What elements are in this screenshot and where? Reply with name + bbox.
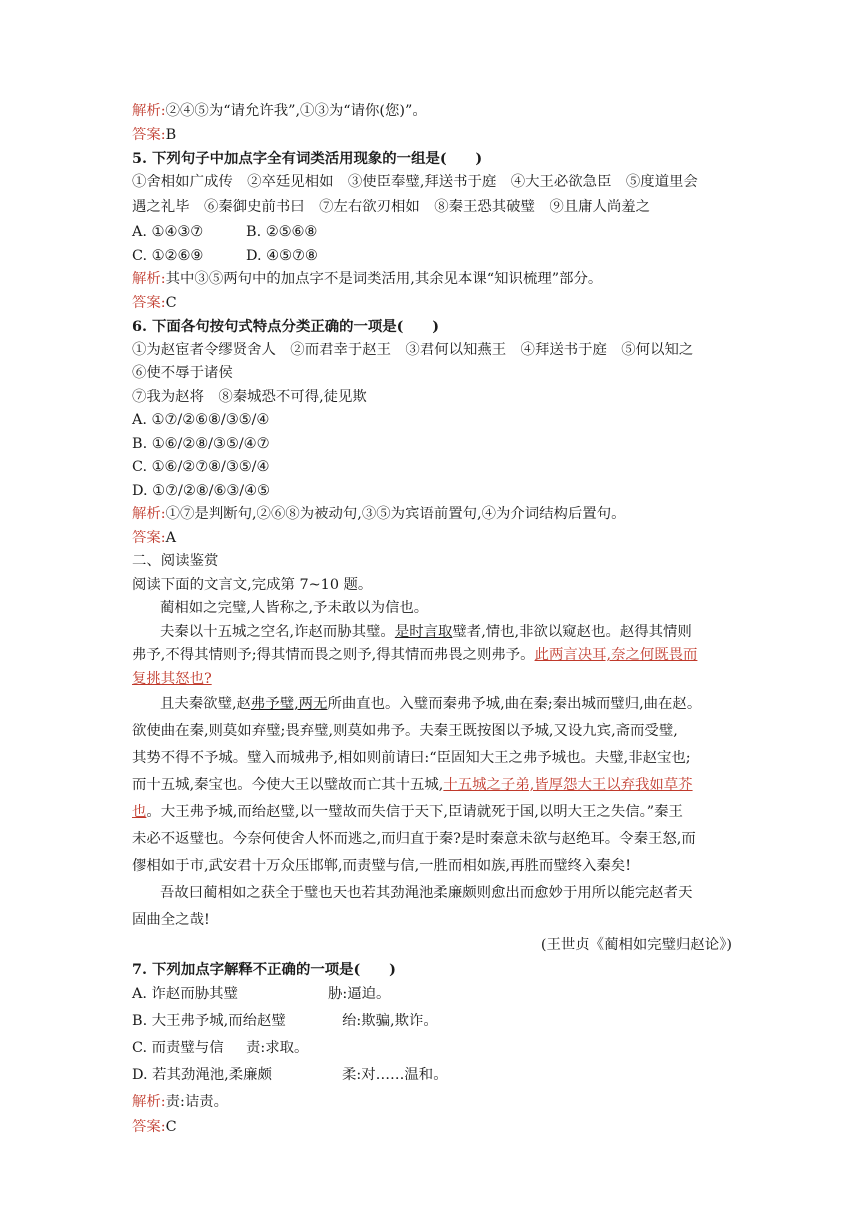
section-title: 二、阅读鉴赏 <box>132 553 219 569</box>
text-run: 。大王弗予城,而绐赵璧,以一璧故而失信于天下,臣请就死于国,以明大王之失信。”秦王 <box>146 804 683 820</box>
q6-answer <box>132 527 732 551</box>
q5-answer <box>132 292 732 316</box>
highlighted-sentence: 此两言决耳,奈之何既畏而 <box>534 647 698 663</box>
answer-label: 答案: <box>132 294 166 311</box>
option-text: A. 诈赵而胁其璧 <box>132 986 238 1002</box>
answer-label: 答案: <box>132 126 166 143</box>
q5-items-line2: 遇之礼毕 ⑥秦御史前书曰 ⑦左右欲刃相如 ⑧秦王恐其破璧 ⑨且庸人尚羞之 <box>132 199 651 215</box>
q7-option-d <box>132 1062 732 1089</box>
text-run: 而十五城,秦宝也。今使大王以璧故而亡其十五城, <box>132 777 444 793</box>
passage-p4-line1: 吾故曰蔺相如之获全于璧也天也若其劲渑池柔廉颇则愈出而愈妙于用所以能完赵者天 <box>160 885 693 901</box>
option-text: C. 而责璧与信 <box>132 1040 224 1056</box>
passage-p3-line6: 未必不返璧也。今奈何使舍人怀而逃之,而归直于秦?是时秦意未欲与赵绝耳。令秦王怒,而 <box>132 831 696 847</box>
passage-p2-line1 <box>132 621 732 645</box>
passage-source: (王世贞《蔺相如完璧归赵论》) <box>540 937 732 953</box>
q7-answer <box>132 1116 732 1140</box>
q5-options-cd <box>132 245 732 269</box>
q5-items-line1: ①舍相如广成传 ②卒廷见相如 ③使臣奉璧,拜送书于庭 ④大王必欲急臣 ⑤度道里会 <box>132 173 698 190</box>
passage-p4-line2: 固曲全之哉! <box>132 912 210 928</box>
q4-analysis <box>132 100 732 124</box>
passage-p2-line2 <box>132 644 732 668</box>
option-definition: 柔:对……温和。 <box>342 1067 448 1083</box>
section-instruction: 阅读下面的文言文,完成第 7~10 题。 <box>132 576 373 593</box>
text-run: 所曲直也。入璧而秦弗予城,曲在秦;秦出城而璧归,曲在赵。 <box>327 696 702 712</box>
analysis-text: 其中③⑤两句中的加点字不是词类活用,其余见本课“知识梳理”部分。 <box>165 271 603 287</box>
q6-option-d: D. ①⑦/②⑧/⑥③/④⑤ <box>132 482 270 499</box>
q7-analysis <box>132 1089 732 1116</box>
q6-option-a: A. ①⑦/②⑥⑧/③⑤/④ <box>132 412 270 428</box>
analysis-text: ②④⑤为“请允许我”,①③为“请你(您)”。 <box>165 103 427 119</box>
highlighted-sentence: 也 <box>132 804 147 820</box>
answer-label: 答案: <box>132 529 166 546</box>
q6-items-line2: ⑥使不辱于诸侯 <box>132 365 233 381</box>
answer-label: 答案: <box>132 1119 166 1135</box>
answer-text: A <box>165 529 177 546</box>
q7-option-b <box>132 1008 732 1035</box>
document-page <box>132 100 732 1140</box>
text-run: 且夫秦欲璧,赵 <box>160 696 251 712</box>
answer-text: C <box>165 1119 177 1135</box>
passage-p3-line3: 其势不得不予城。璧入而城弗予,相如则前请曰:“臣固知大王之弗予城也。夫璧,非赵宝也; <box>132 750 691 766</box>
highlighted-sentence: 十五城之子弟,皆厚怨大王以弃我如草芥 <box>443 777 693 793</box>
option-text: D. 若其劲渑池,柔廉颇 <box>132 1067 272 1083</box>
analysis-label: 解析: <box>132 271 166 287</box>
option-b: B. ②⑤⑥⑧ <box>246 224 318 240</box>
option-d: D. ④⑤⑦⑧ <box>246 247 318 264</box>
option-definition: 绐:欺骗,欺诈。 <box>342 1013 438 1029</box>
analysis-text: 责:诘责。 <box>165 1094 229 1110</box>
q6-items-line3: ⑦我为赵将 ⑧秦城恐不可得,徒见欺 <box>132 388 367 405</box>
q5-stem: 5. 下列句子中加点字全有词类活用现象的一组是( ) <box>132 150 483 167</box>
underlined-phrase: 弗予璧,两无 <box>250 696 328 712</box>
passage-p3-line1 <box>132 691 732 718</box>
q6-option-b: B. ①⑥/②⑧/③⑤/④⑦ <box>132 435 270 452</box>
option-a: A. ①④③⑦ <box>132 224 204 240</box>
highlighted-sentence: 复挑其怒也? <box>132 670 212 687</box>
text-run: 弗予,不得其情则予;得其情而畏之则予,得其情而弗畏之则弗予。 <box>132 647 535 663</box>
analysis-text: ①⑦是判断句,②⑥⑧为被动句,③⑤为宾语前置句,④为介词结构后置句。 <box>165 506 626 522</box>
option-definition: 责:求取。 <box>246 1040 309 1056</box>
passage-p2-line3 <box>132 668 732 692</box>
analysis-label: 解析: <box>132 103 166 119</box>
analysis-label: 解析: <box>132 506 166 522</box>
q7-stem: 7. 下列加点字解释不正确的一项是( ) <box>132 960 396 978</box>
q6-items-line1: ①为赵宦者令缪贤舍人 ②而君幸于赵王 ③君何以知燕王 ④拜送书于庭 ⑤何以知之 <box>132 341 694 358</box>
q7-option-a <box>132 981 732 1008</box>
passage-p3-line2: 欲使曲在秦,则莫如弃璧;畏弃璧,则莫如弗予。夫秦王既按图以予城,又设九宾,斋而受璧, <box>132 723 678 739</box>
q7-option-c <box>132 1035 732 1062</box>
analysis-label: 解析: <box>132 1094 166 1110</box>
passage-p3-line5 <box>132 799 732 826</box>
option-definition: 胁:逼迫。 <box>328 986 391 1002</box>
option-text: B. 大王弗予城,而绐赵璧 <box>132 1013 286 1029</box>
q6-analysis <box>132 503 732 527</box>
q5-analysis <box>132 268 732 292</box>
text-run: 璧者,情也,非欲以窥赵也。赵得其情则 <box>452 623 692 640</box>
passage-p3-line4 <box>132 772 732 799</box>
q6-stem: 6. 下面各句按句式特点分类正确的一项是( ) <box>132 318 440 335</box>
option-c: C. ①②⑥⑨ <box>132 247 204 264</box>
answer-text: C <box>165 294 177 311</box>
text-run: 夫秦以十五城之空名,诈赵而胁其璧。 <box>160 623 395 640</box>
answer-text: B <box>165 126 177 143</box>
q4-answer <box>132 124 732 148</box>
passage-p3-line7: 僇相如于市,武安君十万众压邯郸,而责璧与信,一胜而相如族,再胜而璧终入秦矣! <box>132 858 631 874</box>
q5-options-ab <box>132 221 732 245</box>
q6-option-c: C. ①⑥/②⑦⑧/③⑤/④ <box>132 459 270 475</box>
underlined-phrase: 是时言取 <box>394 623 453 640</box>
passage-paragraph-1: 蔺相如之完璧,人皆称之,予未敢以为信也。 <box>160 600 429 616</box>
